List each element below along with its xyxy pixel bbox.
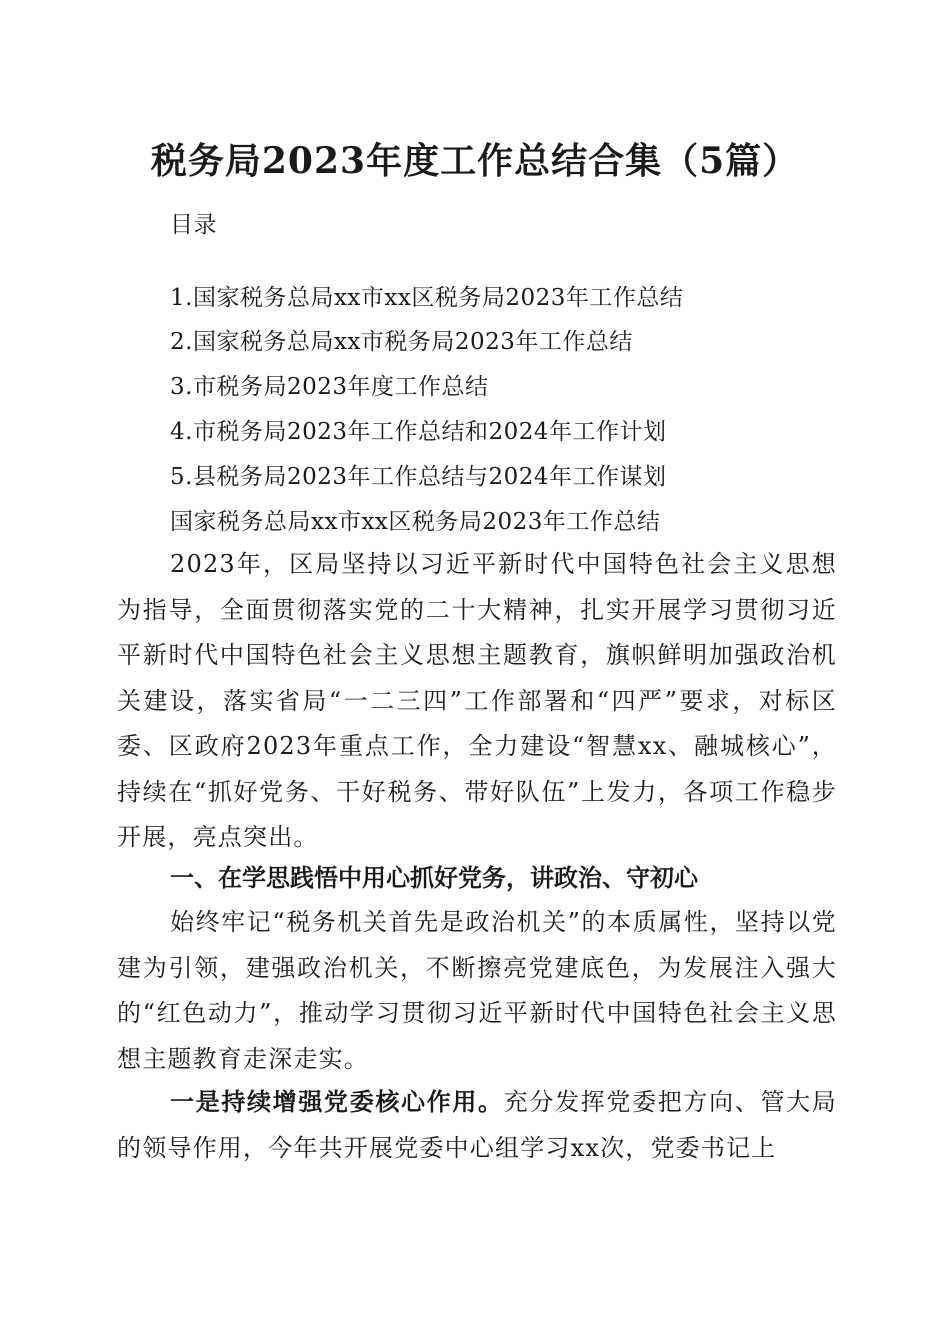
- toc-item-5: 5.县税务局2023年工作总结与2024年工作谋划: [170, 464, 667, 490]
- point-1-lead: 一是持续增强党委核心作用。: [170, 1088, 504, 1116]
- section-1-paragraph: 始终牢记“税务机关首先是政治机关”的本质属性，坚持以党建为引领，建强政治机关，不断擦亮党建底色，为发展注入强大的“红色动力”，推动学习贯彻习近平新时代中国特色社会主义思想主题教育走深走实。: [117, 908, 837, 1073]
- toc-item-4: 4.市税务局2023年工作总结和2024年工作计划: [170, 419, 667, 445]
- toc-item-1: 1.国家税务总局xx市xx区税务局2023年工作总结: [170, 285, 684, 311]
- point-1-paragraph: [117, 1080, 837, 1171]
- article-title: 国家税务总局xx市xx区税务局2023年工作总结: [170, 509, 661, 535]
- document-title: 税务局2023年度工作总结合集（5篇）: [150, 140, 800, 182]
- toc-item-2: 2.国家税务总局xx市税务局2023年工作总结: [170, 329, 633, 355]
- intro-paragraph: 2023年，区局坚持以习近平新时代中国特色社会主义思想为指导，全面贯彻落实党的二十大精神，扎实开展学习贯彻习近平新时代中国特色社会主义思想主题教育，旗帜鲜明加强政治机关建设，落实省局“一二三四”工作部署和“四严”要求，对标区委、区政府2023年重点工作，全力建设“智慧xx、融城核心”，持续在“抓好党务、干好税务、带好队伍”上发力，各项工作稳步开展，亮点突出。: [117, 550, 837, 851]
- section-heading-1: 一、在学思践悟中用心抓好党务，讲政治、守初心: [170, 864, 698, 892]
- toc-heading: 目录: [170, 212, 217, 238]
- toc-item-3: 3.市税务局2023年度工作总结: [170, 374, 489, 400]
- point-1-text: 充分发挥党委把方向、管大局的领导作用，今年共开展党委中心组学习xx次，党委书记上: [117, 1088, 837, 1162]
